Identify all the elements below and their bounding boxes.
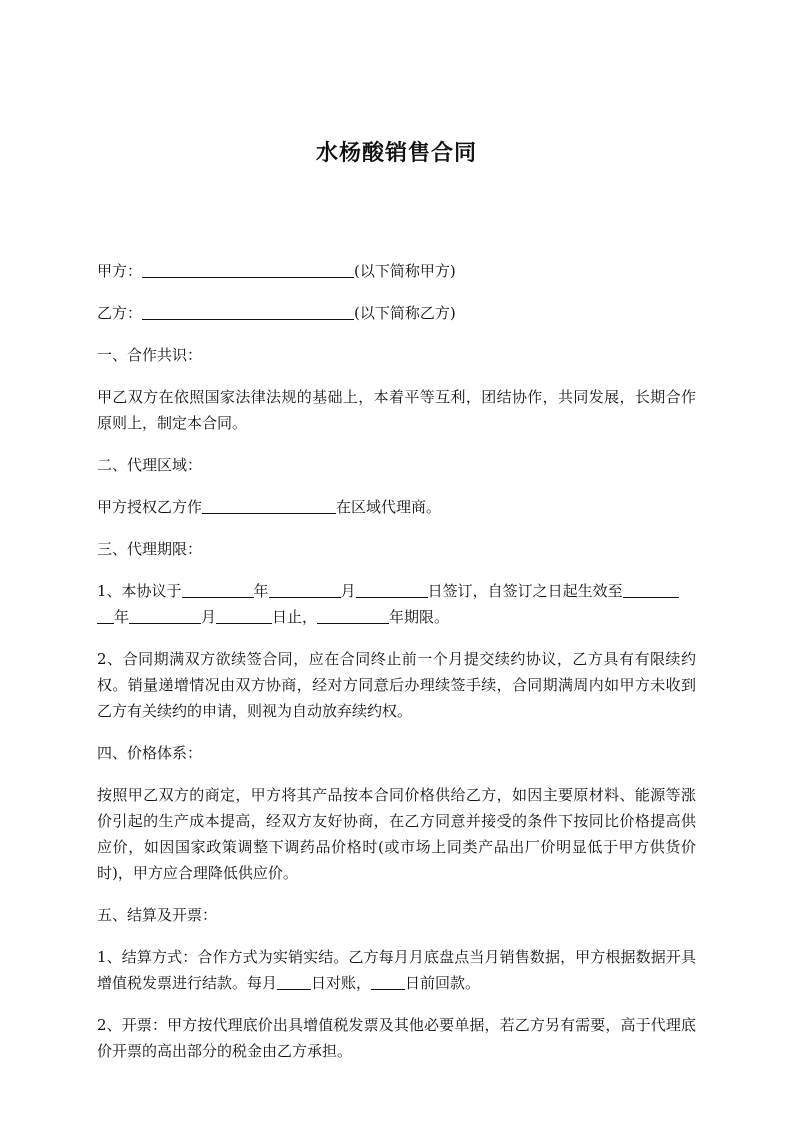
party-a-blank[interactable]: [142, 262, 354, 278]
section4-heading: 四、价格体系：: [97, 744, 203, 762]
sign-year-blank[interactable]: [182, 582, 254, 598]
region-blank[interactable]: [202, 498, 336, 514]
end-year-blank-b[interactable]: [97, 608, 114, 624]
section3-heading: 三、代理期限：: [97, 540, 203, 558]
page-title: 水杨酸销售合同: [315, 141, 477, 166]
end-month-blank[interactable]: [129, 608, 201, 624]
section3-item1: 1、本协议于 年 月 日签订，自签订之日起生效至 年 月 日止， 年期限。: [97, 578, 696, 630]
payment-day-blank[interactable]: [371, 974, 405, 990]
section5-heading: 五、结算及开票：: [97, 906, 218, 924]
party-a-line: 甲方： (以下简称甲方): [97, 262, 456, 280]
section2-heading: 二、代理区域：: [97, 456, 203, 474]
section2-text: 甲方授权乙方作 在区域代理商。: [97, 498, 442, 516]
end-day-blank[interactable]: [216, 608, 272, 624]
party-b-blank[interactable]: [142, 304, 354, 320]
section5-item2: 2、开票：甲方按代理底价出具增值税发票及其他必要单据，若乙方另有需要，高于代理底价开票的高出部分的税金由乙方承担。: [97, 1016, 696, 1060]
section4-text: 按照甲乙双方的商定，甲方将其产品按本合同价格供给乙方，如因主要原材料、能源等涨价引起的生产成本提高，经双方友好协商，在乙方同意并接受的条件下按同比价格提高供应价，如因国家政策调整下调药品价格时(或市场上同类产品出厂价明显低于甲方供货价时)，甲方应合理降低供应价。: [97, 786, 696, 882]
section1-text: 甲乙双方在依照国家法律法规的基础上，本着平等互利，团结协作，共同发展，长期合作原则上，制定本合同。: [97, 388, 696, 432]
term-blank[interactable]: [317, 608, 389, 624]
document-body: [97, 258, 696, 1064]
section5-item1: 1、结算方式：合作方式为实销实结。乙方每月月底盘点当月销售数据，甲方根据数据开具增值税发票进行结款。每月 日对账， 日前回款。: [97, 948, 696, 992]
sign-day-blank[interactable]: [356, 582, 428, 598]
party-b-line: 乙方： (以下简称乙方): [97, 304, 456, 322]
end-year-blank-a[interactable]: [623, 582, 679, 598]
section1-heading: 一、合作共识：: [97, 346, 203, 364]
section3-item2: 2、合同期满双方欲续签合同，应在合同终止前一个月提交续约协议，乙方具有有限续约权。销量递增情况由双方协商，经对方同意后办理续签手续，合同期满周内如甲方未收到乙方有关续约的申请，则视为自动放弃续约权。: [97, 650, 696, 720]
reconcile-day-blank[interactable]: [277, 974, 311, 990]
sign-month-blank[interactable]: [269, 582, 341, 598]
